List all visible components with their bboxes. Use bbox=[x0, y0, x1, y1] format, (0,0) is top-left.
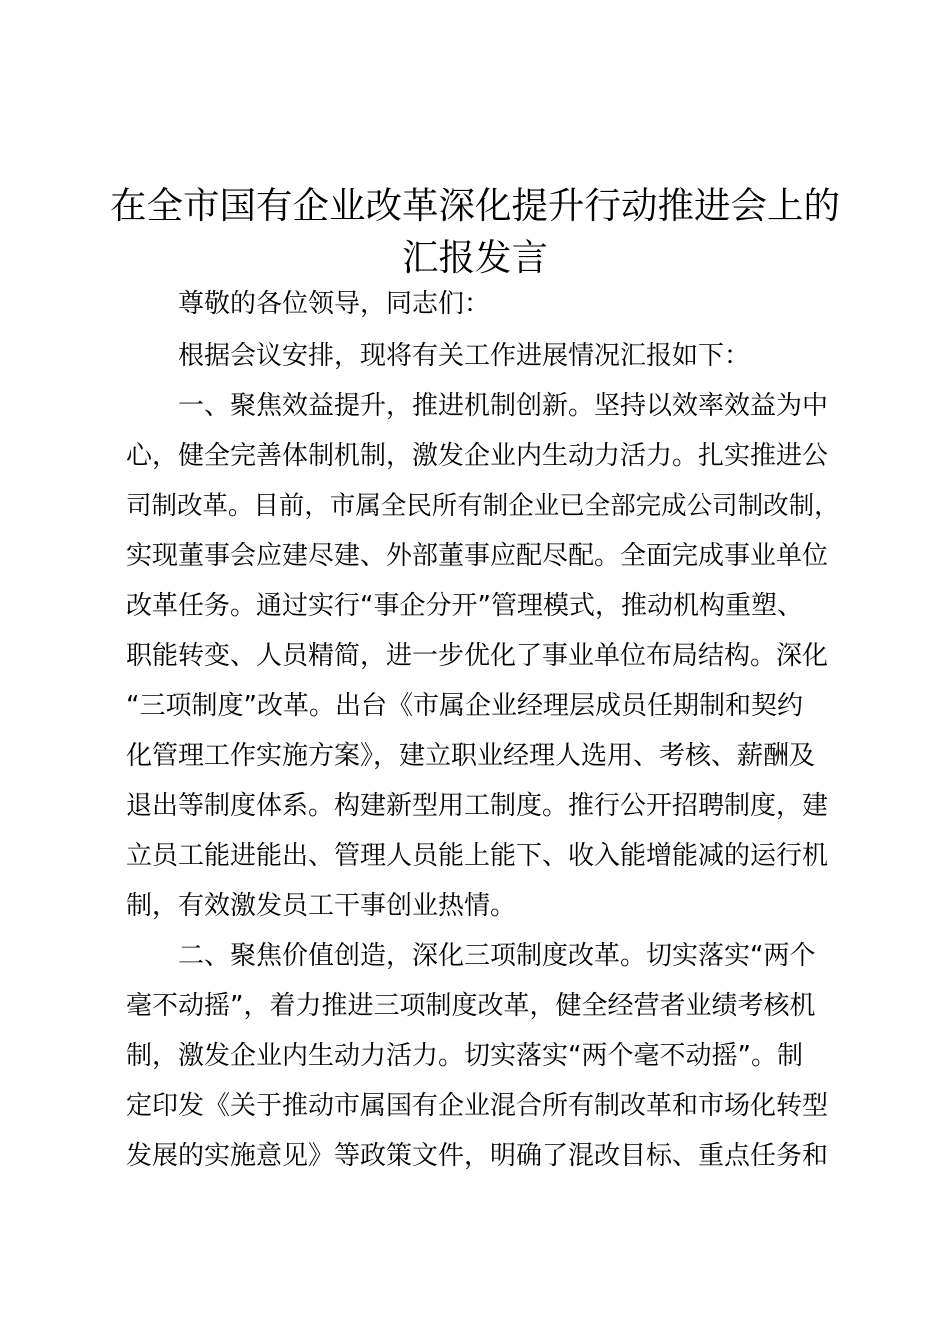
section1-line: 心，健全完善体制机制，激发企业内生动力活力。扎实推进公 bbox=[126, 441, 829, 471]
section1-line: 化管理工作实施方案》，建立职业经理人选用、考核、薪酬及 bbox=[126, 741, 816, 771]
section1-line: 司制改革。目前，市属全民所有制企业已全部完成公司制改制， bbox=[126, 491, 840, 521]
section2-line: 定印发《关于推动市属国有企业混合所有制改革和市场化转型 bbox=[126, 1091, 829, 1121]
section1-line: 职能转变、人员精简，进一步优化了事业单位布局结构。深化 bbox=[126, 641, 829, 671]
section2-line: 毫不动摇”，着力推进三项制度改革，健全经营者业绩考核机 bbox=[126, 991, 816, 1021]
document-title-line-2: 汇报发言 bbox=[402, 236, 548, 279]
section1-line: 制，有效激发员工干事创业热情。 bbox=[126, 891, 517, 921]
section2-line: 发展的实施意见》等政策文件，明确了混改目标、重点任务和 bbox=[126, 1141, 829, 1171]
section1-line: 改革任务。通过实行“事企分开”管理模式，推动机构重塑、 bbox=[126, 591, 803, 621]
section1-line: 实现董事会应建尽建、外部董事应配尽配。全面完成事业单位 bbox=[126, 541, 829, 571]
section1-line: 退出等制度体系。构建新型用工制度。推行公开招聘制度，建 bbox=[126, 791, 829, 821]
intro-paragraph: 根据会议安排，现将有关工作进展情况汇报如下： bbox=[178, 341, 751, 371]
salutation: 尊敬的各位领导，同志们： bbox=[178, 289, 491, 319]
document-title-line-1: 在全市国有企业改革深化提升行动推进会上的 bbox=[110, 184, 840, 227]
section2-line: 制，激发企业内生动力活力。切实落实“两个毫不动摇”。制 bbox=[126, 1041, 803, 1071]
section1-line: “三项制度”改革。出台《市属企业经理层成员任期制和契约 bbox=[126, 691, 803, 721]
section1-line: 立员工能进能出、管理人员能上能下、收入能增能减的运行机 bbox=[126, 841, 829, 871]
section1-line: 一、聚焦效益提升，推进机制创新。坚持以效率效益为中 bbox=[178, 391, 829, 421]
section2-line: 二、聚焦价值创造，深化三项制度改革。切实落实“两个 bbox=[178, 941, 816, 971]
